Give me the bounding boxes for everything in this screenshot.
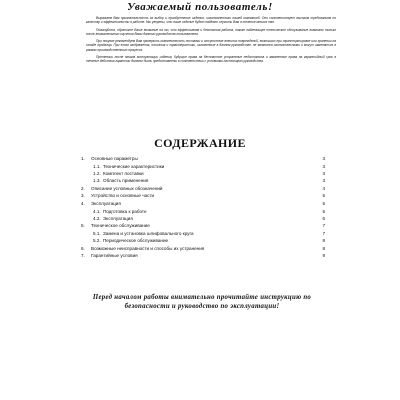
toc-label: Гарантийные условия — [91, 253, 138, 259]
toc-subentry — [81, 177, 325, 184]
toc-page-number: 8 — [322, 238, 325, 244]
toc-number: 1.2. — [93, 170, 101, 176]
toc-number: 3. — [81, 193, 85, 199]
toc-page-number: 3 — [322, 163, 325, 169]
toc-label: Устройство и основные части — [91, 193, 155, 199]
toc-label: Возможные неисправности и способы их устранения — [91, 245, 205, 251]
toc-entry — [81, 222, 325, 230]
toc-subentry — [81, 215, 325, 222]
intro-paragraph-3: При покупке рекомендуем Вам проверить комплектность поставки и отсутствие внешних повреждений, возникших при транспортировке или хранении на складе продавца. При этом изображения, описания и характеристики, изложенные в данном руководстве, не являются окончательными и могут изменяться в рамках производственного процесса. — [86, 39, 336, 52]
toc-number: 6. — [81, 245, 85, 251]
toc-label: Эксплуатация — [91, 200, 121, 206]
toc-label: Основные параметры — [91, 156, 138, 161]
toc-page-number: 9 — [322, 253, 325, 259]
toc-page-number: 5 — [322, 193, 325, 199]
toc-page-number: 7 — [322, 223, 325, 229]
safety-warning: Перед началом работы внимательно прочитайте инструкцию по безопасности и руководство по эксплуатации! — [92, 294, 312, 310]
greeting-heading: Уважаемый пользователь! — [127, 1, 273, 13]
toc-page-number: 4 — [322, 185, 325, 191]
intro-paragraph-2: Пожалуйста, обратите Ваше внимание на то, что эффективная и безопасная работа, также надлежащее техническое обслуживание возможно только после внимательного изучения Вами данного руководства пользователя. — [86, 27, 336, 36]
toc-label: Подготовка к работе — [103, 208, 147, 214]
toc-entry — [81, 192, 325, 200]
toc-subentry — [81, 170, 325, 177]
toc-label: Технические характеристики — [103, 163, 165, 169]
toc-number: 4.2. — [93, 215, 101, 221]
table-of-contents — [81, 155, 325, 260]
toc-label: Область применения — [103, 178, 149, 184]
toc-entry — [81, 245, 325, 253]
toc-page-number: 3 — [322, 170, 325, 176]
toc-number: 1. — [81, 156, 85, 161]
toc-subentry — [81, 163, 325, 170]
toc-number: 4. — [81, 200, 85, 206]
toc-subentry — [81, 237, 325, 244]
toc-label: Периодическое обслуживание — [103, 238, 169, 244]
toc-page-number: 7 — [322, 230, 325, 236]
toc-label: Замена и установка шлифовального круга — [103, 230, 194, 236]
toc-page-number: 3 — [322, 156, 325, 161]
toc-number: 7. — [81, 253, 85, 259]
toc-page-number: 6 — [322, 215, 325, 221]
intro-paragraph-4: Претензии после начала эксплуатации изделия, будущие права на бесплатное устранение недостатков и заявленные права на гарантийный срок в течение действия гарантии должны быть предоставлены в соответствии с условиями настоящего руководства. — [86, 55, 336, 64]
toc-page-number: 8 — [322, 245, 325, 251]
toc-entry — [81, 200, 325, 208]
toc-entry — [81, 155, 325, 163]
toc-page-number: 3 — [322, 178, 325, 184]
toc-label: Эксплуатация — [103, 215, 133, 221]
toc-number: 5.2. — [93, 238, 101, 244]
intro-text — [86, 16, 336, 67]
toc-number: 1.1. — [93, 163, 101, 169]
toc-title: СОДЕРЖАНИЕ — [154, 136, 246, 150]
toc-number: 5.1. — [93, 230, 101, 236]
toc-number: 4.1. — [93, 208, 101, 214]
toc-entry — [81, 252, 325, 260]
toc-subentry — [81, 230, 325, 237]
toc-subentry — [81, 208, 325, 215]
toc-label: Комплект поставки — [103, 170, 144, 176]
toc-label: Описание условных обозначений — [91, 185, 163, 191]
intro-paragraph-1: Выражаем Вам признательность за выбор и приобретение изделия, изготовленного нашей компанией. Оно соответствует высоким требованиям по качеству и эффективности в работе. Мы уверены, что наше изделие будет надёжно служить Вам в течение многих лет. — [86, 16, 336, 25]
toc-label: Техническое обслуживание — [91, 223, 150, 229]
toc-page-number: 5 — [322, 200, 325, 206]
toc-number: 2. — [81, 185, 85, 191]
toc-number: 5. — [81, 223, 85, 229]
toc-page-number: 5 — [322, 208, 325, 214]
toc-number: 1.3. — [93, 178, 101, 184]
toc-entry — [81, 185, 325, 193]
